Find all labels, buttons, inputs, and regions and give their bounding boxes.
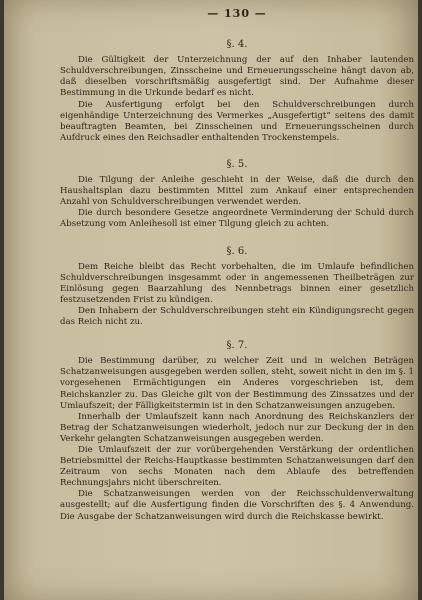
document-page bbox=[4, 0, 418, 600]
section-6 bbox=[60, 246, 414, 329]
section-4 bbox=[60, 39, 414, 144]
section-heading: §. 4. bbox=[226, 39, 248, 51]
paragraph: Die durch besondere Gesetze angeordnete Verminderung der Schuld durch Absetzung vom Anleihesoll ist einer Tilgung gleich zu achten. bbox=[60, 208, 414, 230]
paragraph: Innerhalb der Umlaufszeit kann nach Anordnung des Reichskanzlers der Betrag der Schatzanweisungen wiederholt, jedoch nur zur Deckung der in den Verkehr gelangten Schatzanweisungen ausgegeben werden. bbox=[60, 411, 414, 444]
section-heading: §. 5. bbox=[226, 158, 248, 170]
page-content bbox=[60, 8, 414, 523]
section-5 bbox=[60, 159, 414, 231]
section-7 bbox=[60, 340, 414, 523]
section-heading: §. 7. bbox=[226, 340, 248, 352]
paragraph: Den Inhabern der Schuldverschreibungen steht ein Kündigungsrecht gegen das Reich nicht zu. bbox=[60, 305, 414, 328]
page-number: — 130 — bbox=[207, 7, 267, 20]
paragraph: Die Umlaufszeit der zur vorübergehenden Verstärkung der ordentlichen Betriebsmittel der Reichs-Hauptkasse bestimmten Schatzanweisungen darf den Zeitraum von sechs Monaten nach dem Ablaufe des betreffenden Rechnungsjahrs nicht überschreiten. bbox=[60, 445, 414, 489]
paragraph: Die Schatzanweisungen werden von der Reichsschuldenverwaltung ausgestellt; auf die Ausfertigung finden die Vorschriften des §. 4 Anwendung. Die Ausgabe der Schatzanweisungen wird durch die Reichskasse bewirkt. bbox=[60, 489, 414, 522]
paragraph: Die Tilgung der Anleihe geschieht in der Weise, daß die durch den Haushaltsplan dazu bestimmten Mittel zum Ankauf einer entsprechenden Anzahl von Schuldverschreibungen verwendet werden. bbox=[60, 175, 414, 208]
paragraph: Die Gültigkeit der Unterzeichnung der auf den Inhaber lautenden Schuldverschreibungen, Zinsscheine und Erneuerungsscheine hängt davon ab, daß dieselben vorschriftsmäßig ausgefertigt sind. Der Aufnahme dieser Bestimmung in die Urkunde bedarf es nicht. bbox=[60, 55, 414, 99]
paragraph: Dem Reiche bleibt das Recht vorbehalten, die im Umlaufe befindlichen Schuldverschreibungen insgesammt oder in angemessenen Theilbeträgen zur Einlösung gegen Baarzahlung des Nennbetrags binnen einer gesetzlich festzusetzenden Frist zu kündigen. bbox=[60, 261, 414, 305]
paragraph: Die Bestimmung darüber, zu welcher Zeit und in welchen Beträgen Schatzanweisungen ausgegeben werden sollen, steht, soweit nicht in den im §. 1 vorgesehenen Ermächtigungen ein Anderes vorgeschrieben ist, dem Reichskanzler zu. Das Gleiche gilt von der Bestimmung des Zinssatzes und der Umlaufszeit; der Fälligkeitstermin ist in den Schatzanweisungen anzugeben. bbox=[60, 356, 414, 411]
paragraph: Die Ausfertigung erfolgt bei den Schuldverschreibungen durch eigenhändige Unterzeichnung des Vermerkes „Ausgefertigt“ seitens des damit beauftragten Beamten, bei Zinsscheinen und Erneuerungsscheinen durch Aufdruck eines den Reichsadler enthaltenden Trockenstempels. bbox=[60, 99, 414, 143]
section-heading: §. 6. bbox=[226, 245, 248, 257]
